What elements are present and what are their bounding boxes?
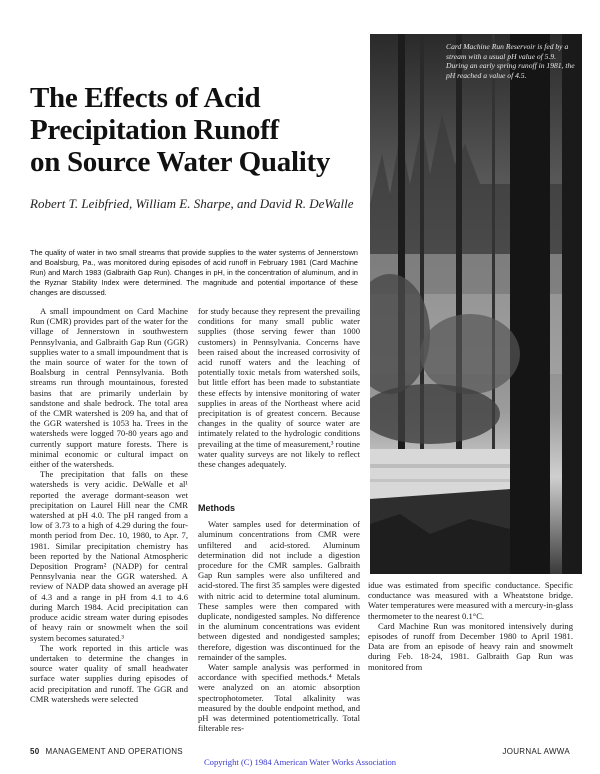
paragraph: Water sample analysis was performed in accordance with specified methods.⁴ Metals were analyzed on an atomic absorption spectrophotometer. Total alkalinity was measured by the double endpoint method, and pH was determined potentiometrically. Total filterable res- xyxy=(198,662,360,734)
forest-reservoir-illustration xyxy=(370,34,582,574)
title-line: on Source Water Quality xyxy=(30,146,331,178)
paragraph: for study because they represent the prevailing conditions for many small public water supplies (those serving fewer than 1000 customers) in Pennsylvania. Concerns have been raised about the increased corrosivity of acid runoff waters and the leaching of potentially toxic metals from watershed soils, but little effort has been made to substantiate these effects by intensive monitoring of water supplies in areas of the Northeast where acid precipitation is of greatest concern. Because changes in the quality of source water are intimately related to the hydrologic conditions prevailing at the time of measurement,³ routine water quality surveys are not likely to reflect these changes adequately. xyxy=(198,306,360,470)
methods-heading: Methods xyxy=(198,503,235,513)
body-column-1 xyxy=(30,306,188,704)
title-line: The Effects of Acid xyxy=(30,82,261,114)
photo-caption: Card Machine Run Reservoir is fed by a stream with a usual pH value of 5.9. During an early spring runoff in 1981, the pH reached a value of 4.5. xyxy=(446,42,575,80)
authors: Robert T. Leibfried, William E. Sharpe, and David R. DeWalle xyxy=(30,196,354,211)
body-column-2 xyxy=(198,306,360,469)
paragraph: idue was estimated from specific conductance. Specific conductance was measured with a Wheatstone bridge. Water temperatures were measured with a mercury-in-glass thermometer to the nearest 0.1°C. xyxy=(368,580,573,621)
abstract: The quality of water in two small streams that provide supplies to the water systems of Jennerstown and Boalsburg, Pa., was monitored during episodes of acid runoff in February 1981 (Card Machine Run) and March 1983 (Galbraith Gap Run). Changes in pH, in the concentration of aluminum, and in the Ryznar Stability Index were determined. The magnitude and potential importance of these changes are discussed. xyxy=(30,248,358,297)
paragraph: The precipitation that falls on these watersheds is very acidic. DeWalle et al¹ reported the average dormant-season wet precipitation on Laurel Hill near the CMR watershed at pH 4.0. The pH ranged from a low of 3.73 to a high of 4.29 during the four-month period from Dec. 10, 1980, to Apr. 7, 1981. Similar precipitation chemistry has been reported by the National Atmospheric Deposition Program² (NADP) for central Pennsylvania near the GGR watershed. A review of NADP data showed an average pH of 4.3 and a range in pH from 4.1 to 4.6 during March 1984. Acid precipitation can produce acidic stream water during episodes of heavy rain or snowmelt when the soil system becomes saturated.³ xyxy=(30,469,188,643)
paragraph: The work reported in this article was undertaken to determine the changes in source water quality of small headwater surface water supplies during episodes of acid precipitation and runoff. The GGR and CMR watersheds were selected xyxy=(30,642,188,704)
footer-left xyxy=(30,747,183,756)
journal-name: JOURNAL AWWA xyxy=(502,747,570,756)
paragraph: Card Machine Run was monitored intensively during episodes of runoff from December 1980 to April 1981. Data are from an episode of heavy rain and snowmelt during Feb. 18-24, 1981. Galbraith Gap Run was monitored from xyxy=(368,620,573,672)
methods-section xyxy=(198,503,360,733)
copyright-notice: Copyright (C) 1984 American Water Works Association xyxy=(203,757,397,767)
article-title xyxy=(30,82,360,178)
title-line: Precipitation Runoff xyxy=(30,114,279,146)
reservoir-photo xyxy=(370,34,582,574)
page-number: 50 xyxy=(30,747,40,756)
body-column-3 xyxy=(368,580,573,672)
paragraph: Water samples used for determination of aluminum concentrations from CMR were unfiltered and acid-stored. Aluminum determination did not include a digestion procedure for the CMR samples. Galbraith Gap Run samples were also unfiltered and acid-stored. The first 35 samples were digested with nitric acid to determine total aluminum. These samples were then compared with duplicate, nondigested samples. No difference in the aluminum concentrations was evident between digested and nondigested samples; therefore, digestion was discontinued for the remainder of the samples. xyxy=(198,519,360,662)
section-name: MANAGEMENT AND OPERATIONS xyxy=(45,747,183,756)
paragraph: A small impoundment on Card Machine Run (CMR) provides part of the water for the village of Jennerstown in southwestern Pennsylvania, and Galbraith Gap Run (GGR) supplies water to a small impoundment that is the main source of water for the town of Boalsburg in central Pennsylvania. Both streams run through mountainous, forested basins that are primarily underlain by sandstone and shale bedrock. The total area of the CMR watershed is 209 ha, and that of the GGR watershed is 1053 ha. Trees in the watersheds were logged 70-80 years ago and currently support mature forests. There is minimal economic or cultural impact on either of the watersheds. xyxy=(30,306,188,470)
